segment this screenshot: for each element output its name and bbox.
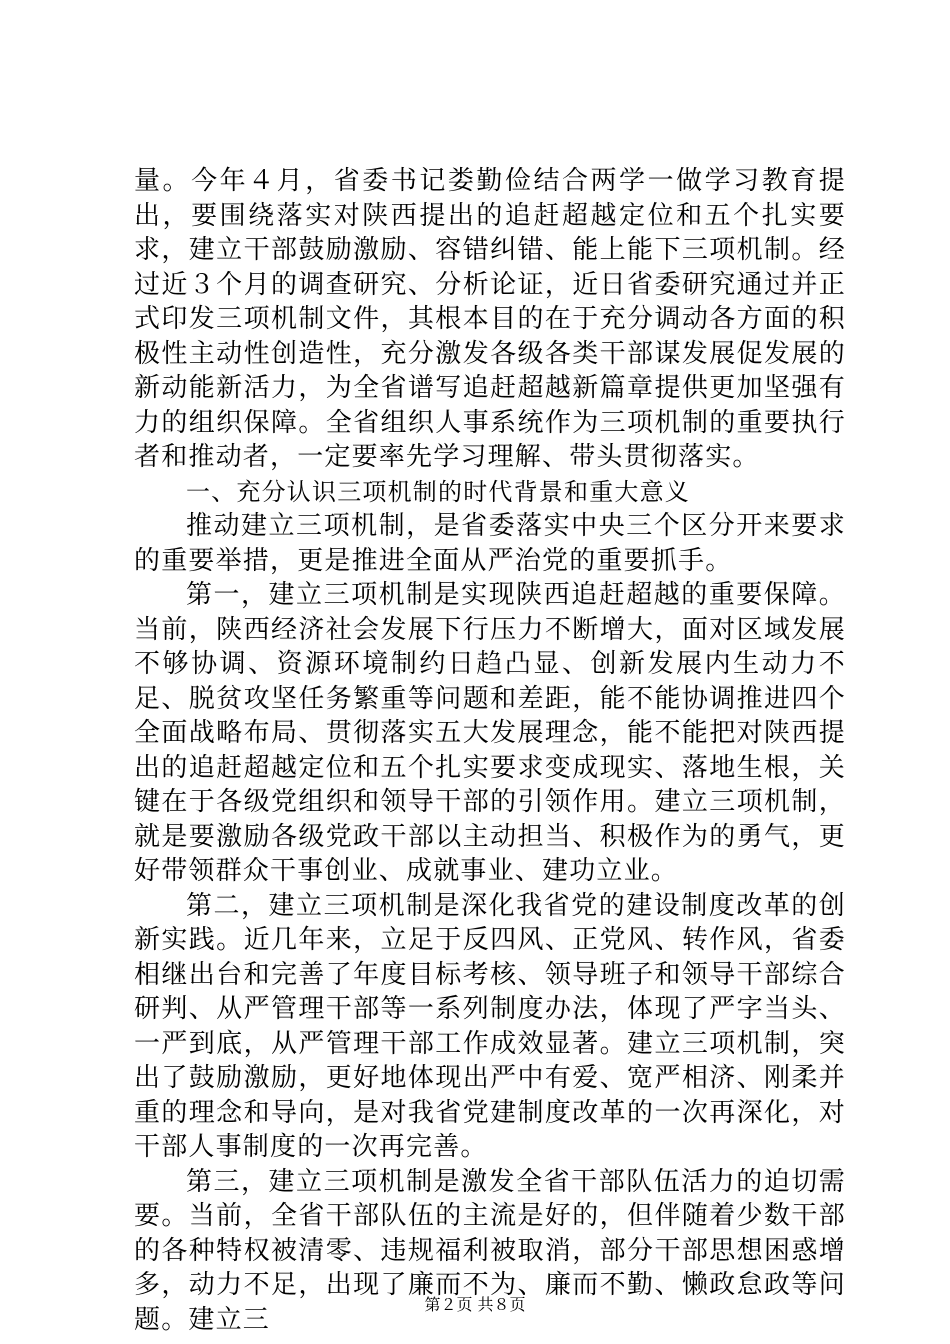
paragraph-point-2: 第二，建立三项机制是深化我省党的建设制度改革的创新实践。近几年来，立足于反四风、正党风、转作风，省委相继出台和完善了年度目标考核、领导班子和领导干部综合研判、从严管理干部等一系列制度办法，体现了严字当头、一严到底，从严管理干部工作成效显著。建立三项机制，突出了鼓励激励，更好地体现出严中有爱、宽严相济、刚柔并重的理念和导向，是对我省党建制度改革的一次再深化，对干部人事制度的一次再完善。 bbox=[134, 890, 846, 1162]
paragraph-overview: 推动建立三项机制，是省委落实中央三个区分开来要求的重要举措，更是推进全面从严治党的重要抓手。 bbox=[134, 511, 846, 576]
paragraph-point-3: 第三，建立三项机制是激发全省干部队伍活力的迫切需要。当前，全省干部队伍的主流是好的，但伴随着少数干部的各种特权被清零、违规福利被取消，部分干部思想困惑增多，动力不足，出现了廉而不为、廉而不勤、懒政怠政等问题。建立三 bbox=[134, 1166, 846, 1335]
document-body bbox=[134, 164, 846, 1337]
page-number-footer: 第２页 共８页 bbox=[424, 1295, 526, 1314]
paragraph-point-1: 第一，建立三项机制是实现陕西追赶超越的重要保障。当前，陕西经济社会发展下行压力不断增大，面对区域发展不够协调、资源环境制约日趋凸显、创新发展内生动力不足、脱贫攻坚任务繁重等问题和差距，能不能协调推进四个全面战略布局、贯彻落实五大发展理念，能不能把对陕西提出的追赶超越定位和五个扎实要求变成现实、落地生根，关键在于各级党组织和领导干部的引领作用。建立三项机制，就是要激励各级党政干部以主动担当、积极作为的勇气，更好带领群众干事创业、成就事业、建功立业。 bbox=[134, 580, 846, 886]
section-heading: 一、充分认识三项机制的时代背景和重大意义 bbox=[186, 477, 690, 506]
paragraph-intro: 量。今年４月，省委书记娄勤俭结合两学一做学习教育提出，要围绕落实对陕西提出的追赶超越定位和五个扎实要求，建立干部鼓励激励、容错纠错、能上能下三项机制。经过近３个月的调查研究、分析论证，近日省委研究通过并正式印发三项机制文件，其根本目的在于充分调动各方面的积极性主动性创造性，充分激发各级各类干部谋发展促发展的新动能新活力，为全省谱写追赶超越新篇章提供更加坚强有力的组织保障。全省组织人事系统作为三项机制的重要执行者和推动者，一定要率先学习理解、带头贯彻落实。 bbox=[134, 166, 846, 472]
